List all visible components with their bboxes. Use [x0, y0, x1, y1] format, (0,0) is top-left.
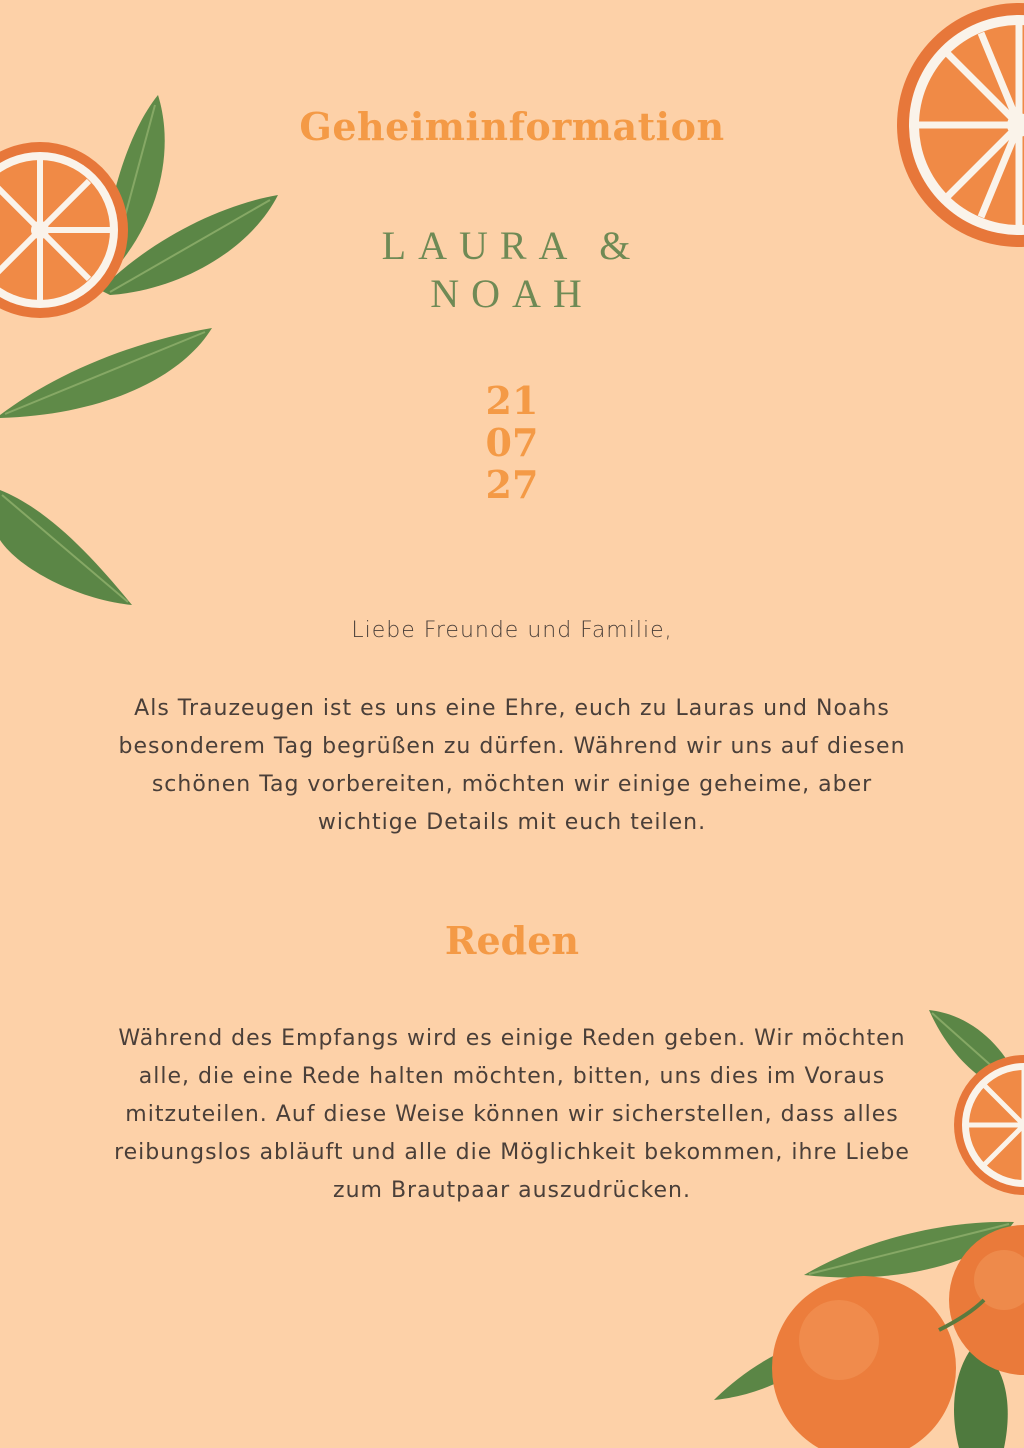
whole-orange-icon — [772, 1276, 984, 1448]
date-month: 07 — [485, 420, 539, 465]
orange-slice-icon — [954, 1055, 1024, 1195]
date-day: 21 — [485, 378, 539, 423]
leaf-icon — [0, 490, 132, 605]
couple-names — [0, 222, 1024, 318]
leaf-icon — [954, 1345, 1008, 1448]
leaf-icon — [714, 1335, 829, 1400]
greeting: Liebe Freunde und Familie, — [351, 618, 673, 643]
intro-paragraph: Als Trauzeugen ist es uns eine Ehre, euch zu Lauras und Noahs besonderem Tag begrüßen zu dürfen. Während wir uns auf diesen schönen Tag vorbereiten, möchten wir einige geheime, aber wichtige Details mit euch teilen. — [118, 696, 906, 835]
speeches-heading: Reden — [444, 918, 580, 963]
date-year: 27 — [485, 462, 539, 507]
names-line-1: LAURA & — [381, 223, 643, 268]
leaf-icon — [929, 1010, 1024, 1095]
whole-orange-icon — [949, 1225, 1024, 1375]
names-line-2: NOAH — [430, 271, 594, 316]
leaf-icon — [804, 1222, 1014, 1278]
speeches-paragraph: Während des Empfangs wird es einige Reden geben. Wir möchten alle, die eine Rede halten möchten, bitten, uns dies im Voraus mitzuteilen. Auf diese Weise können wir sicherstellen, dass alles reibungslos abläuft und alle die Möglichkeit bekommen, ihre Liebe zum Brautpaar auszudrücken. — [114, 1026, 910, 1203]
wedding-date — [0, 380, 1024, 506]
page-title: Geheiminformation — [299, 104, 725, 149]
